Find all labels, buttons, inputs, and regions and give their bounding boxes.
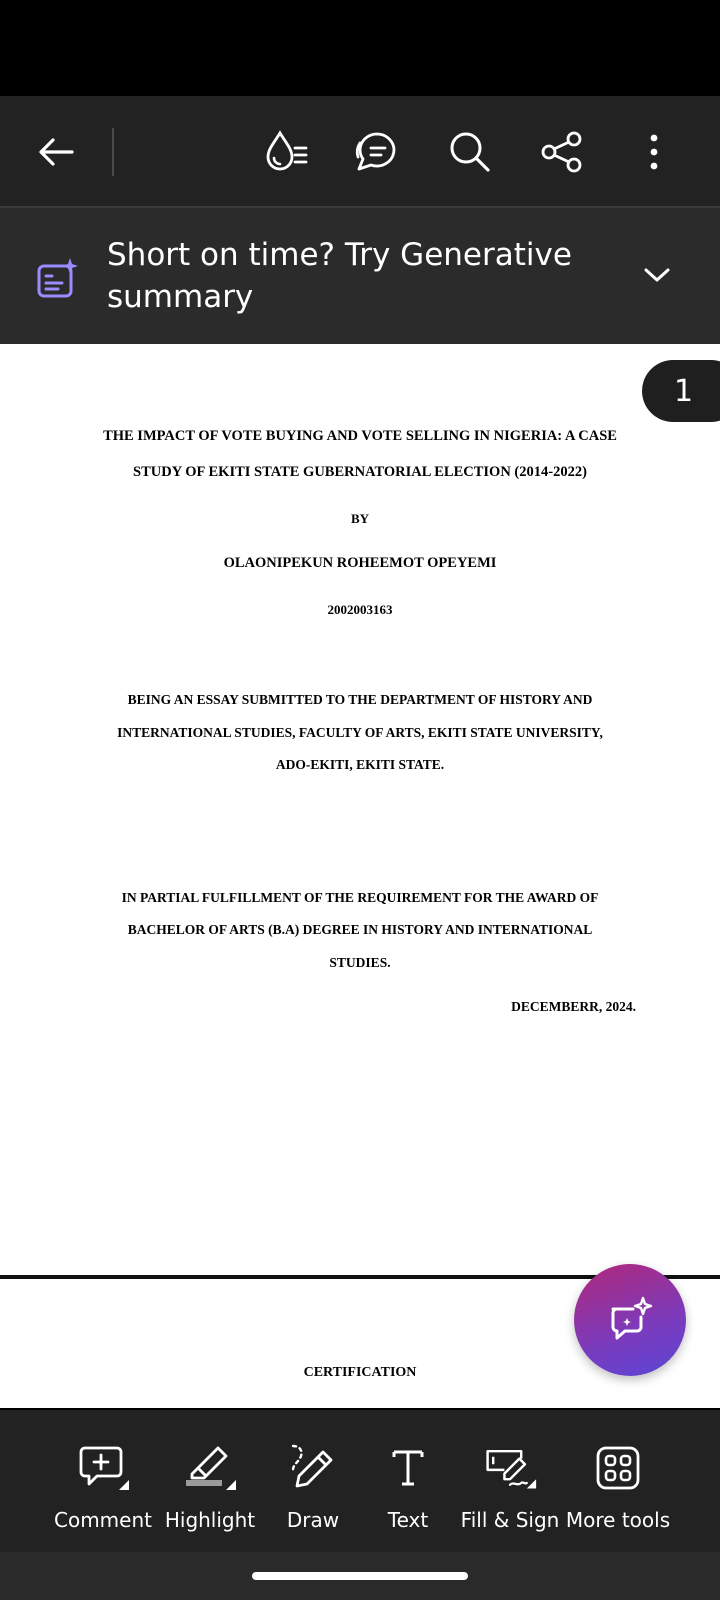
pencil-draw-icon — [285, 1444, 341, 1492]
share-icon — [540, 130, 584, 174]
chevron-down-icon[interactable] — [640, 258, 674, 292]
doc-fulfillment-line-2: BACHELOR OF ARTS (B.A) DEGREE IN HISTORY AND INTERNATIONAL — [127, 922, 593, 937]
home-indicator[interactable] — [252, 1572, 468, 1580]
highlight-tool-label: Highlight — [164, 1508, 256, 1532]
text-tool-label: Text — [387, 1508, 429, 1532]
back-button[interactable] — [28, 124, 84, 180]
comment-tool-label: Comment — [54, 1508, 152, 1532]
doc-title-line-1: THE IMPACT OF VOTE BUYING AND VOTE SELLING IN NIGERIA: A CASE — [103, 428, 617, 444]
document-page[interactable] — [0, 344, 720, 1408]
ai-assistant-button[interactable] — [574, 1264, 686, 1376]
top-toolbar — [0, 96, 720, 208]
share-button[interactable] — [534, 124, 590, 180]
comment-bubble-icon — [353, 129, 399, 175]
doc-fulfillment-line-1: IN PARTIAL FULFILLMENT OF THE REQUIREMENT FOR THE AWARD OF — [121, 890, 599, 905]
fill-sign-tool-label: Fill & Sign — [460, 1508, 560, 1532]
bottom-toolbar — [0, 1410, 720, 1552]
back-arrow-icon — [36, 132, 76, 172]
doc-essay-line-2: INTERNATIONAL STUDIES, FACULTY OF ARTS, EKITI STATE UNIVERSITY, — [117, 725, 603, 740]
doc-essay-line-1: BEING AN ESSAY SUBMITTED TO THE DEPARTMENT OF HISTORY AND — [127, 692, 593, 707]
liquid-mode-icon — [262, 128, 310, 176]
toolbar-divider — [112, 128, 114, 176]
doc-fulfillment-line-3: STUDIES. — [329, 955, 391, 970]
doc-essay-line-3: ADO-EKITI, EKITI STATE. — [275, 757, 445, 772]
draw-tool-label: Draw — [286, 1508, 340, 1532]
fill-sign-icon — [482, 1444, 538, 1492]
doc-certification-heading: CERTIFICATION — [303, 1365, 417, 1380]
fill-sign-tool[interactable] — [460, 1410, 560, 1552]
text-tool[interactable] — [364, 1410, 452, 1552]
highlight-tool[interactable] — [158, 1410, 262, 1552]
draw-tool[interactable] — [268, 1410, 358, 1552]
more-tools-label: More tools — [565, 1508, 671, 1532]
liquid-mode-button[interactable] — [258, 124, 314, 180]
banner-text: Short on time? Try Generative summary — [107, 237, 572, 315]
search-icon — [448, 130, 492, 174]
comment-add-icon — [75, 1444, 131, 1492]
highlighter-icon — [182, 1444, 238, 1492]
more-options-button[interactable] — [626, 124, 682, 180]
status-bar — [0, 0, 720, 96]
doc-title-line-2: STUDY OF EKITI STATE GUBERNATORIAL ELECTION (2014-2022) — [133, 464, 587, 480]
text-tool-icon — [384, 1444, 432, 1492]
grid-tools-icon — [594, 1444, 642, 1492]
doc-date: DECEMBERR, 2024. — [511, 999, 636, 1014]
page-indicator[interactable]: 1 — [642, 360, 720, 422]
comments-button[interactable] — [348, 124, 404, 180]
generative-summary-icon — [36, 256, 80, 300]
generative-summary-banner[interactable] — [0, 208, 720, 344]
more-vertical-icon — [646, 132, 662, 172]
more-tools-button[interactable] — [566, 1410, 670, 1552]
search-button[interactable] — [442, 124, 498, 180]
doc-matric-number: 2002003163 — [327, 602, 393, 617]
doc-by: BY — [350, 511, 370, 526]
doc-author: OLAONIPEKUN ROHEEMOT OPEYEMI — [223, 555, 497, 571]
ai-assistant-icon — [605, 1295, 655, 1345]
comment-tool[interactable] — [48, 1410, 158, 1552]
